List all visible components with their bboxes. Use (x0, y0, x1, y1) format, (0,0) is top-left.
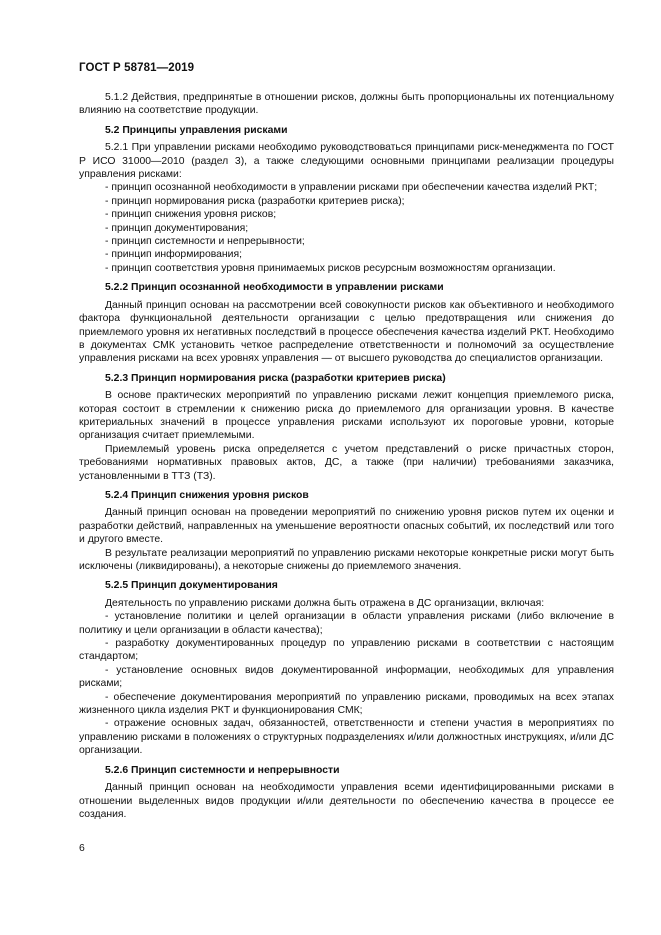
clause-5-2-4-text: Данный принцип основан на проведении мероприятий по снижению уровня рисков путем их оценки и разработки действий, направленных на уменьшение вероятности опасных событий, их последствий или того и другого вместе. (79, 507, 614, 546)
heading-5-2-4: 5.2.4 Принцип снижения уровня рисков (105, 489, 309, 501)
clause-5-2-3-text-2: Приемлемый уровень риска определяется с учетом представлений о риске причастных сторон, требованиями нормативных правовых актов, ДС, а также (при наличии) требованиями заказчика, установленными в ТТЗ (ТЗ). (79, 443, 614, 482)
clause-5-2-2-text: Данный принцип основан на рассмотрении всей совокупности рисков как объективного и необходимого фактора функциональной деятельности организации с целью предотвращения или снижения до приемлемого уровня их негативных последствий в процессе обеспечения качества изделий РКТ. Необходимо в документах СМК установить четкое распределение ответственности и полномочий за осуществление управления рисками на всех уровнях управления — от высшего руководства до специалистов организации. (79, 299, 614, 365)
clause-5-2-6-text: Данный принцип основан на необходимости управления всеми идентифицированными рисками в отношении выделенных видов продукции и/или деятельности по обеспечению качества в процессе ее создания. (79, 782, 614, 820)
list-item: - принцип снижения уровня рисков; (105, 209, 277, 221)
list-item: - отражение основных задач, обязанностей, ответственности и степени участия в мероприятиях по управлению рисками в положениях о структурных подразделениях и/или должностных инструкциях, и/или ДС организации. (79, 718, 614, 757)
clause-5-2-4-text-2: В результате реализации мероприятий по управлению рисками некоторые конкретные риски могут быть исключены (ликвидированы), а некоторые снижены до приемлемого значения. (79, 547, 614, 572)
list-item: - принцип осознанной необходимости в управлении рисками при обеспечении качества изделий РКТ; (105, 182, 598, 194)
list-item: - принцип нормирования риска (разработки критериев риска); (105, 195, 405, 207)
document-id-header: ГОСТ Р 58781—2019 (79, 62, 195, 74)
list-item: - установление политики и целей организации в области управления рисками (либо включение в политику и цели организации в области качества); (79, 611, 614, 636)
page-number: 6 (79, 843, 85, 854)
list-item: - принцип соответствия уровня принимаемых рисков ресурсным возможностям организации. (105, 262, 556, 274)
list-item: - обеспечение документирования мероприятий по управлению рисками, проводимых на всех этапах жизненного цикла изделия РКТ и функционирования СМК; (79, 691, 614, 717)
list-item: - принцип документирования; (105, 222, 249, 234)
heading-5-2-2: 5.2.2 Принцип осознанной необходимости в управлении рисками (105, 282, 444, 294)
clause-5-2-5-text: Деятельность по управлению рисками должна быть отражена в ДС организации, включая: (105, 597, 545, 609)
list-item: - принцип системности и непрерывности; (105, 236, 305, 248)
list-item: - принцип информирования; (105, 249, 242, 261)
clause-5-2-3-text: В основе практических мероприятий по управлению рисками лежит концепция приемлемого риска, которая состоит в стремлении к снижению риска до приемлемого для организации уровня. В качестве критериальных значений в процессе управления рисками используют их пороговые уровни, которые организация считает приемлемыми. (79, 390, 614, 442)
clause-5-2-1: 5.2.1 При управлении рисками необходимо руководствоваться принципами риск-менеджмента по ГОСТ Р ИСО 31000—2010 (раздел 3), а также следующими основными принципами реализации процедуры управления рисками: (79, 142, 614, 181)
clause-5-1-2: 5.1.2 Действия, предпринятые в отношении рисков, должны быть пропорциональны их потенциальному влиянию на соответствие продукции. (79, 92, 614, 117)
list-item: - установление основных видов документированной информации, необходимых для управления рисками; (79, 664, 614, 690)
heading-5-2-3: 5.2.3 Принцип нормирования риска (разработки критериев риска) (105, 372, 446, 384)
heading-5-2: 5.2 Принципы управления рисками (105, 124, 288, 136)
list-item: - разработку документированных процедур по управлению рисками в соответствии с настоящим стандартом; (79, 638, 614, 663)
heading-5-2-5: 5.2.5 Принцип документирования (105, 580, 278, 592)
document-body (79, 91, 614, 821)
heading-5-2-6: 5.2.6 Принцип системности и непрерывности (105, 764, 340, 776)
